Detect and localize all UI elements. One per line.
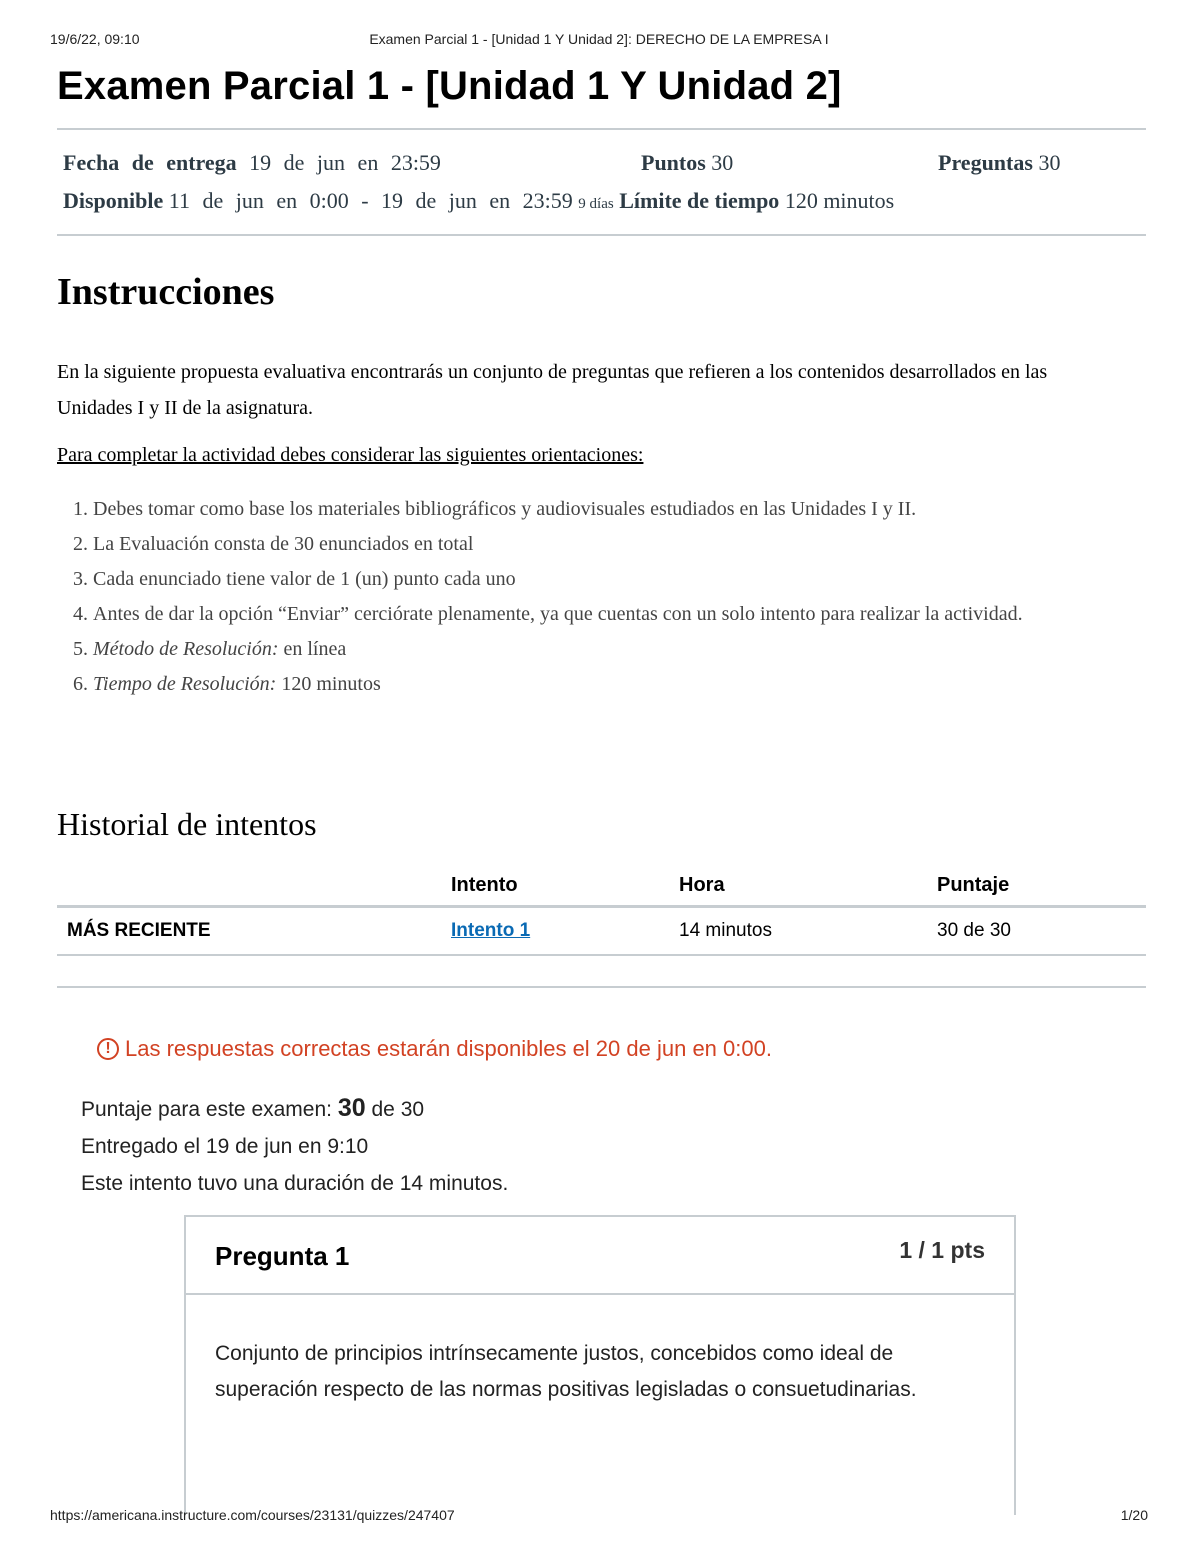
score-value: 30 bbox=[337, 1094, 366, 1122]
points bbox=[641, 150, 733, 176]
print-footer bbox=[50, 1507, 1148, 1523]
duration-line: Este intento tuvo una duración de 14 minutos. bbox=[81, 1172, 509, 1195]
print-header bbox=[50, 31, 1148, 47]
points-value: 30 bbox=[711, 150, 734, 175]
submitted-line: Entregado el 19 de jun en 9:10 bbox=[81, 1135, 369, 1158]
attempt-link[interactable]: Intento 1 bbox=[451, 920, 531, 941]
attempt-cell bbox=[441, 907, 669, 956]
question-card bbox=[184, 1215, 1016, 1515]
score-line bbox=[81, 1090, 508, 1128]
answers-notice bbox=[97, 1036, 772, 1062]
points-label: Puntos bbox=[641, 150, 706, 175]
available-value: 11 de jun en 0:00 - 19 de jun en 23:59 bbox=[168, 188, 573, 213]
method-label: Método de Resolución: bbox=[93, 638, 279, 660]
print-datetime: 19/6/22, 09:10 bbox=[50, 31, 140, 47]
available-days: 9 días bbox=[578, 196, 614, 212]
list-item: 3. Cada enunciado tiene valor de 1 (un) punto cada uno bbox=[93, 562, 1145, 597]
list-item: 4. Antes de dar la opción “Enviar” cerciórate plenamente, ya que cuentas con un solo intento para realizar la actividad. bbox=[93, 597, 1145, 632]
attempt-score: 30 de 30 bbox=[927, 907, 1146, 956]
question-header bbox=[186, 1217, 1014, 1295]
question-title: Pregunta 1 bbox=[215, 1241, 350, 1271]
questions-label: Preguntas bbox=[938, 150, 1033, 175]
resolution-time-value: 120 minutos bbox=[281, 673, 381, 695]
time-limit-label: Límite de tiempo bbox=[619, 188, 780, 213]
history-title: Historial de intentos bbox=[57, 806, 317, 842]
table-row bbox=[57, 907, 1146, 956]
due-value: 19 de jun en 23:59 bbox=[249, 150, 441, 175]
questions bbox=[938, 150, 1060, 176]
orientation-heading: Para completar la actividad debes considerar las siguientes orientaciones: bbox=[57, 444, 644, 466]
table-header-row bbox=[57, 866, 1146, 907]
questions-value: 30 bbox=[1038, 150, 1061, 175]
resolution-time-label: Tiempo de Resolución: bbox=[93, 673, 277, 695]
due-label: Fecha de entrega bbox=[63, 150, 237, 175]
divider bbox=[57, 234, 1146, 236]
column-header: Intento bbox=[441, 866, 669, 907]
question-text: Conjunto de principios intrínsecamente justos, concebidos como ideal de superación respecto de las normas positivas legisladas o consuetudinarias. bbox=[215, 1342, 917, 1401]
attempt-status: MÁS RECIENTE bbox=[57, 907, 441, 956]
list-item bbox=[93, 632, 1145, 667]
list-item: 2. La Evaluación consta de 30 enunciados en total bbox=[93, 527, 1145, 562]
instructions-title: Instrucciones bbox=[57, 271, 275, 313]
print-url: https://americana.instructure.com/courses/23131/quizzes/247407 bbox=[50, 1507, 455, 1523]
method-value: en línea bbox=[283, 638, 347, 660]
instructions-list bbox=[57, 492, 1145, 702]
column-header bbox=[57, 866, 441, 907]
availability bbox=[63, 188, 894, 214]
divider bbox=[57, 986, 1146, 988]
column-header: Puntaje bbox=[927, 866, 1146, 907]
question-points: 1 / 1 pts bbox=[899, 1237, 985, 1263]
print-doc-title: Examen Parcial 1 - [Unidad 1 Y Unidad 2]: DERECHO DE LA EMPRESA I bbox=[369, 31, 829, 47]
available-label: Disponible bbox=[63, 188, 164, 213]
attempts-table bbox=[57, 866, 1146, 956]
column-header: Hora bbox=[669, 866, 927, 907]
page-title: Examen Parcial 1 - [Unidad 1 Y Unidad 2] bbox=[57, 64, 842, 108]
time-limit-value: 120 minutos bbox=[784, 188, 895, 213]
list-item bbox=[93, 667, 1145, 702]
list-item: 1. Debes tomar como base los materiales bibliográficos y audiovisuales estudiados en las Unidades I y II. bbox=[93, 492, 1145, 527]
attempt-summary bbox=[81, 1090, 508, 1202]
attempt-time: 14 minutos bbox=[669, 907, 927, 956]
divider bbox=[57, 128, 1146, 130]
page-number: 1/20 bbox=[1120, 1507, 1148, 1523]
due-date bbox=[63, 150, 441, 176]
notice-text: Las respuestas correctas estarán disponibles el 20 de jun en 0:00. bbox=[125, 1036, 772, 1061]
warning-icon: ! bbox=[97, 1038, 119, 1060]
score-prefix: Puntaje para este examen: bbox=[81, 1098, 332, 1121]
score-suffix: de 30 bbox=[371, 1098, 425, 1121]
instructions-intro: En la siguiente propuesta evaluativa encontrarás un conjunto de preguntas que refieren a los contenidos desarrollados en las Unidades I y II de la asignatura. bbox=[57, 361, 1048, 419]
